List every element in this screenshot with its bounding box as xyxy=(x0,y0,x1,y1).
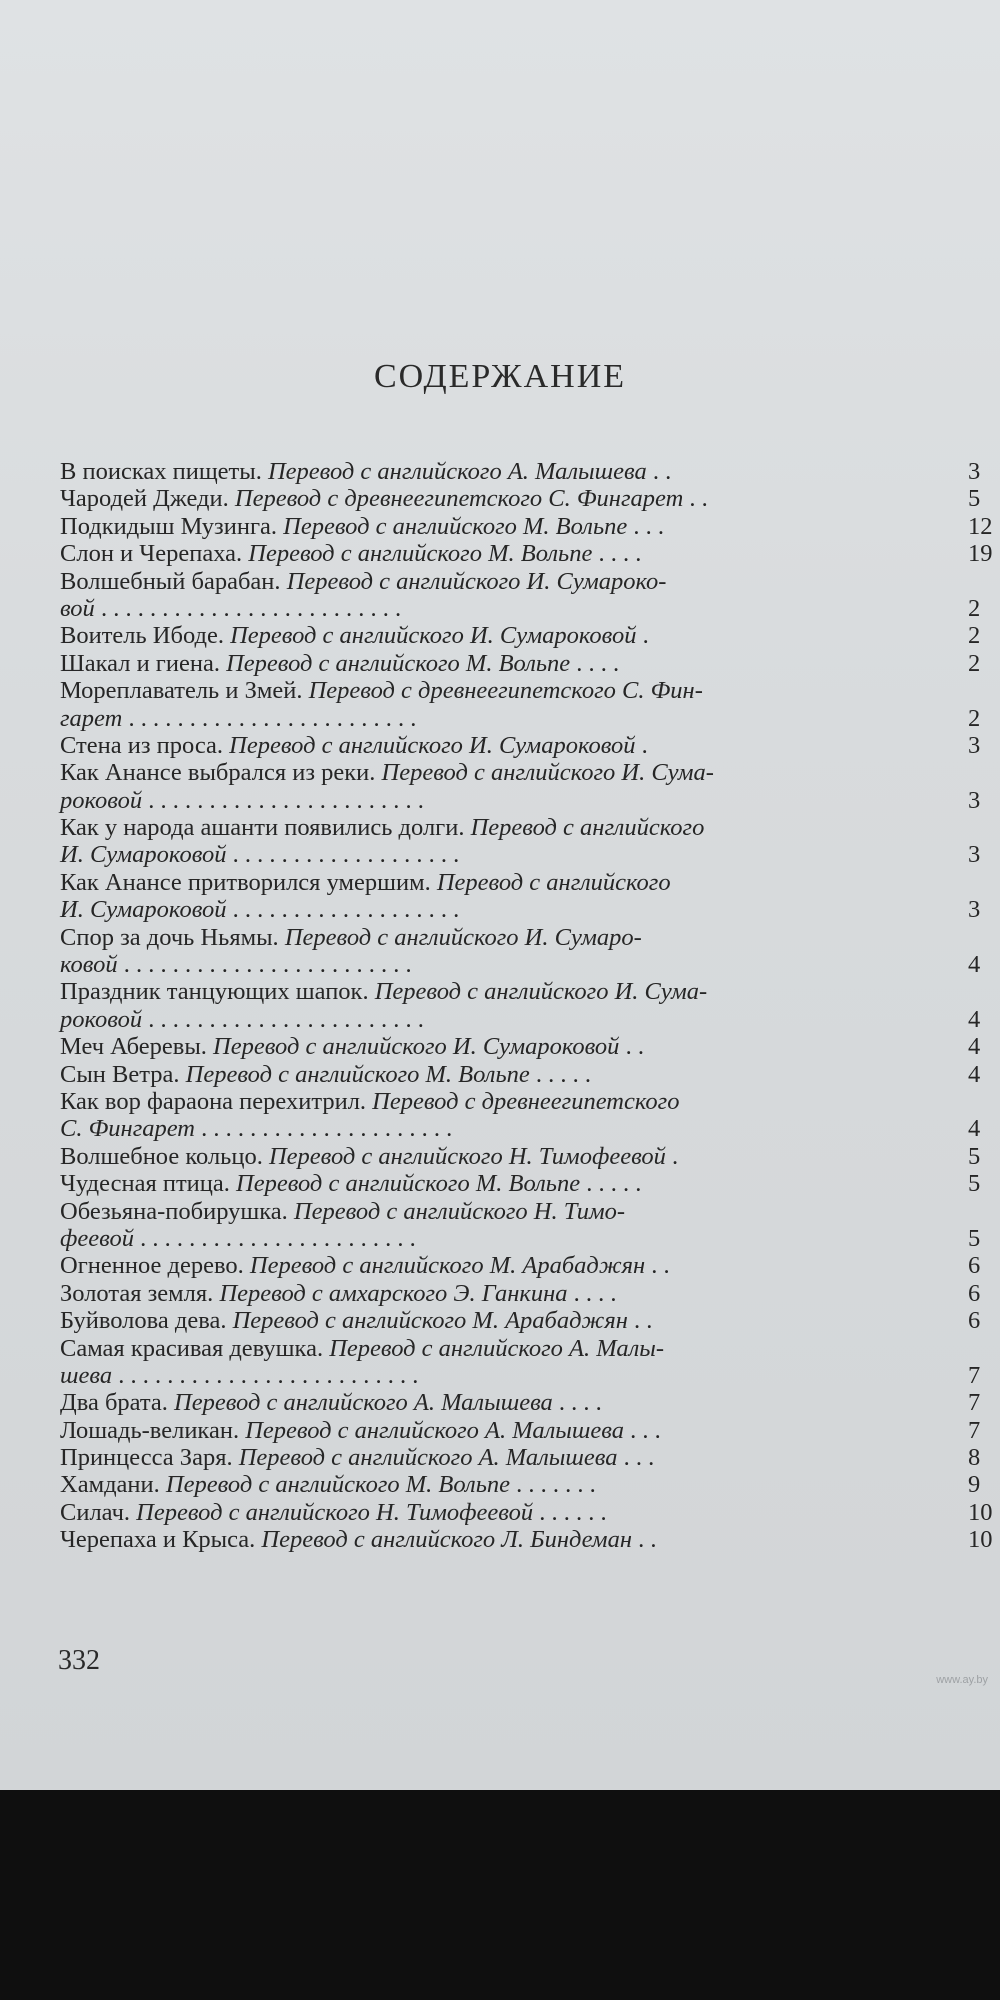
entry-title: Как у народа ашанти появились долги. xyxy=(60,814,471,842)
entry-title: Хамдани. xyxy=(60,1471,166,1499)
entry-title: Самая красивая девушка. xyxy=(60,1334,330,1362)
toc-entry-continuation xyxy=(60,896,1000,923)
entry-page-number: 5 xyxy=(968,1170,981,1198)
entry-title: Как Анансе притворился умершим. xyxy=(60,868,437,896)
entry-translator: Перевод с английского Н. Тимофеевой xyxy=(136,1498,534,1526)
toc-entry xyxy=(60,540,1000,567)
entry-page-number: 6 xyxy=(968,1279,981,1307)
entry-translator: Перевод с английского И. Сумароковой xyxy=(230,622,637,650)
leader-dots: . . . . . . . . . . . . . . . . . . . . . . . xyxy=(133,1224,416,1252)
entry-translator: Перевод с английского xyxy=(436,868,671,896)
entry-title: Черепаха и Крыса. xyxy=(60,1526,262,1554)
entry-translator: Перевод с английского А. Малышева xyxy=(245,1416,624,1444)
entry-translator: Перевод с английского И. Сумаро- xyxy=(284,923,642,951)
entry-page-number: 4 xyxy=(968,1033,981,1061)
leader-dots: . xyxy=(635,731,648,759)
entry-translator: Перевод с английского Л. Биндеман xyxy=(261,1526,632,1554)
toc-entry xyxy=(60,759,1000,786)
entry-title: Огненное дерево. xyxy=(60,1252,250,1280)
leader-dots: . . . . . . . . . . . . . . . . . . . . . xyxy=(195,1115,453,1143)
toc-entry xyxy=(60,1307,1000,1334)
leader-dots: . . . . xyxy=(570,649,620,677)
leader-dots: . . xyxy=(631,1526,657,1554)
leader-dots: . . . . . . . xyxy=(509,1471,596,1499)
toc-entry xyxy=(60,1471,1000,1498)
leader-dots: . . . . . . . . . . . . . . . . . . . . . . . . xyxy=(117,951,412,979)
toc-entry-continuation xyxy=(60,1115,1000,1142)
toc-entry xyxy=(60,1417,1000,1444)
entry-translator: Перевод с английского И. Сума- xyxy=(374,978,708,1006)
entry-translator: шева xyxy=(60,1361,113,1389)
leader-dots: . . xyxy=(646,458,672,485)
toc-entry xyxy=(60,978,1000,1005)
entry-page-number: 3 xyxy=(968,786,981,814)
leader-dots: . . . xyxy=(627,512,664,540)
entry-page-number: 6 xyxy=(968,1307,981,1335)
entry-title: Мореплаватель и Змей. xyxy=(60,677,309,705)
entry-title: Два брата. xyxy=(60,1389,175,1417)
entry-page-number: 2 xyxy=(968,704,981,732)
entry-translator: Перевод с английского И. Сума- xyxy=(381,759,714,787)
toc-entry xyxy=(60,1280,1000,1307)
leader-dots: . . . . . . . . . . . . . . . . . . . . . . . . xyxy=(122,704,417,732)
entry-translator: И. Сумароковой xyxy=(60,841,227,869)
toc-entry xyxy=(60,1335,1000,1362)
toc-entry xyxy=(60,622,1000,649)
leader-dots: . . . . xyxy=(567,1279,617,1307)
toc-entry-continuation xyxy=(60,787,1000,814)
entry-translator: гарет xyxy=(60,704,123,732)
toc-entry-continuation xyxy=(60,1006,1000,1033)
entry-page-number: 8 xyxy=(968,1444,981,1472)
leader-dots: . xyxy=(665,1142,679,1170)
leader-dots: . xyxy=(636,622,649,650)
entry-page-number: 10 xyxy=(968,1526,993,1554)
toc-entry xyxy=(60,1252,1000,1279)
leader-dots: . . . . . . . . . . . . . . . . . . . . . . . . . xyxy=(94,594,402,622)
entry-title: Спор за дочь Ньямы. xyxy=(60,923,285,951)
leader-dots: . . xyxy=(645,1252,670,1280)
entry-page-number: 5 xyxy=(968,1142,981,1170)
entry-translator: Перевод с английского М. Вольпе xyxy=(283,512,628,540)
toc-entry xyxy=(60,1526,1000,1553)
entry-translator: роковой xyxy=(60,1005,143,1033)
entry-translator: Перевод с древнеегипетского С. Фингарет xyxy=(234,485,684,513)
leader-dots: . . . xyxy=(617,1444,655,1472)
toc-entry xyxy=(60,1499,1000,1526)
toc-entry xyxy=(60,485,1000,512)
toc-entry xyxy=(60,814,1000,841)
toc-entry xyxy=(60,568,1000,595)
entry-page-number: 2 xyxy=(968,594,981,622)
entry-title: Как вор фараона перехитрил. xyxy=(60,1087,373,1115)
entry-page-number: 10 xyxy=(968,1498,993,1526)
toc-entry xyxy=(60,1389,1000,1416)
leader-dots: . . xyxy=(619,1033,644,1061)
leader-dots: . . . . . . . . . . . . . . . . . . . . . . . xyxy=(142,1005,424,1033)
toc-entry xyxy=(60,1198,1000,1225)
entry-translator: Перевод с английского М. Вольпе xyxy=(165,1471,510,1499)
entry-translator: ковой xyxy=(60,951,118,979)
entry-translator: вой xyxy=(60,594,95,622)
toc-entry xyxy=(60,677,1000,704)
entry-translator: феевой xyxy=(60,1224,134,1252)
toc-entry xyxy=(60,458,1000,485)
leader-dots: . . . . xyxy=(592,540,642,568)
leader-dots: . . . . . . . . . . . . . . . . . . . . . . . xyxy=(142,786,424,814)
entry-page-number: 3 xyxy=(968,458,981,485)
entry-title: Подкидыш Музинга. xyxy=(60,512,284,540)
toc-entry xyxy=(60,650,1000,677)
leader-dots: . . . . xyxy=(552,1389,602,1417)
toc-entry xyxy=(60,1061,1000,1088)
entry-translator: Перевод с английского И. Сумароковой xyxy=(213,1033,620,1061)
entry-title: Меч Аберевы. xyxy=(60,1033,214,1061)
entry-page-number: 4 xyxy=(968,951,981,979)
toc-entry-continuation xyxy=(60,841,1000,868)
leader-dots: . . . . . . . . . . . . . . . . . . . xyxy=(226,896,460,924)
entry-translator: Перевод с английского М. Вольпе xyxy=(236,1170,581,1198)
entry-title: Праздник танцующих шапок. xyxy=(60,978,375,1006)
entry-title: Шакал и гиена. xyxy=(60,649,227,677)
toc-entry xyxy=(60,924,1000,951)
leader-dots: . . xyxy=(627,1307,653,1335)
entry-translator: Перевод с английского М. Вольпе xyxy=(185,1060,530,1088)
entry-title: Слон и Черепаха. xyxy=(60,540,249,568)
toc-entry xyxy=(60,1444,1000,1471)
entry-page-number: 2 xyxy=(968,649,981,677)
entry-title: Обезьяна-побирушка. xyxy=(60,1197,294,1225)
toc-entry xyxy=(60,1088,1000,1115)
entry-translator: Перевод с английского Н. Тимо- xyxy=(293,1197,626,1225)
entry-title: Золотая земля. xyxy=(60,1279,220,1307)
toc-entry-continuation xyxy=(60,1225,1000,1252)
entry-title: Стена из проса. xyxy=(60,731,230,759)
entry-page-number: 7 xyxy=(968,1361,981,1389)
entry-page-number: 7 xyxy=(968,1416,981,1444)
entry-page-number: 2 xyxy=(968,622,981,650)
toc-entry xyxy=(60,1033,1000,1060)
page-number: 332 xyxy=(58,1645,100,1676)
entry-translator: Перевод с английского М. Вольпе xyxy=(226,649,571,677)
dark-background xyxy=(0,1790,1000,2000)
leader-dots: . . . . . . xyxy=(533,1498,607,1526)
toc-entry-continuation xyxy=(60,595,1000,622)
toc-entry xyxy=(60,1170,1000,1197)
toc-entry-continuation xyxy=(60,705,1000,732)
entry-title: Волшебное кольцо. xyxy=(60,1142,269,1170)
entry-page-number: 3 xyxy=(968,841,981,869)
entry-translator: Перевод с древнеегипетского С. Фин- xyxy=(308,677,703,705)
entry-title: В поисках пищеты. xyxy=(60,458,268,485)
entry-page-number: 4 xyxy=(968,1005,981,1033)
toc-entry-continuation xyxy=(60,1362,1000,1389)
entry-translator: Перевод с английского А. Малышева xyxy=(174,1389,553,1417)
entry-translator: И. Сумароковой xyxy=(60,896,227,924)
entry-page-number: 6 xyxy=(968,1252,981,1280)
entry-page-number: 4 xyxy=(968,1060,981,1088)
entry-translator: Перевод с английского И. Сумароко- xyxy=(286,567,667,595)
entry-page-number: 5 xyxy=(968,1224,981,1252)
entry-translator: Перевод с английского А. Малышева xyxy=(238,1444,618,1472)
entry-page-number: 7 xyxy=(968,1389,981,1417)
entry-translator: Перевод с английского М. Вольпе xyxy=(248,540,593,568)
leader-dots: . . . . . . . . . . . . . . . . . . . . . . . . . xyxy=(112,1361,419,1389)
toc-entry xyxy=(60,732,1000,759)
entry-page-number: 5 xyxy=(968,485,981,513)
entry-translator: Перевод с английского А. Малышева xyxy=(267,458,647,485)
entry-translator: Перевод с древнеегипетского xyxy=(372,1087,680,1115)
entry-translator: роковой xyxy=(60,786,143,814)
entry-translator: Перевод с амхарского Э. Ганкина xyxy=(219,1279,568,1307)
entry-page-number: 3 xyxy=(968,896,981,924)
entry-title: Чародей Джеди. xyxy=(60,485,235,513)
entry-title: Принцесса Заря. xyxy=(60,1444,239,1472)
entry-page-number: 4 xyxy=(968,1115,981,1143)
entry-page-number: 12 xyxy=(968,512,993,540)
leader-dots: . . . . . xyxy=(529,1060,591,1088)
entry-page-number: 19 xyxy=(968,540,993,568)
entry-translator: Перевод с английского М. Арабаджян xyxy=(249,1252,646,1280)
toc-entry xyxy=(60,1143,1000,1170)
entry-translator: Перевод с английского А. Малы- xyxy=(329,1334,665,1362)
leader-dots: . . xyxy=(683,485,708,513)
entry-translator: Перевод с английского xyxy=(470,814,705,842)
toc-entry-continuation xyxy=(60,951,1000,978)
entry-title: Силач. xyxy=(60,1498,137,1526)
leader-dots: . . . . . xyxy=(580,1170,642,1198)
entry-title: Воитель Ибоде. xyxy=(60,622,231,650)
table-of-contents xyxy=(60,458,1000,1554)
leader-dots: . . . xyxy=(623,1416,661,1444)
entry-translator: Перевод с английского Н. Тимофеевой xyxy=(268,1142,666,1170)
entry-title: Как Анансе выбрался из реки. xyxy=(60,759,382,787)
entry-translator: Перевод с английского М. Арабаджян xyxy=(232,1307,628,1335)
entry-page-number: 9 xyxy=(968,1471,981,1499)
toc-entry xyxy=(60,869,1000,896)
entry-title: Лошадь-великан. xyxy=(60,1416,246,1444)
entry-title: Сын Ветра. xyxy=(60,1060,186,1088)
entry-translator: Перевод с английского И. Сумароковой xyxy=(229,731,636,759)
entry-title: Чудесная птица. xyxy=(60,1170,236,1198)
watermark: www.ay.by xyxy=(936,1674,988,1686)
entry-page-number: 3 xyxy=(968,731,981,759)
page-title: СОДЕРЖАНИЕ xyxy=(373,358,627,395)
leader-dots: . . . . . . . . . . . . . . . . . . . xyxy=(226,841,460,869)
toc-entry xyxy=(60,513,1000,540)
entry-title: Буйволова дева. xyxy=(60,1307,233,1335)
entry-title: Волшебный барабан. xyxy=(60,567,287,595)
entry-translator: С. Фингарет xyxy=(60,1115,196,1143)
